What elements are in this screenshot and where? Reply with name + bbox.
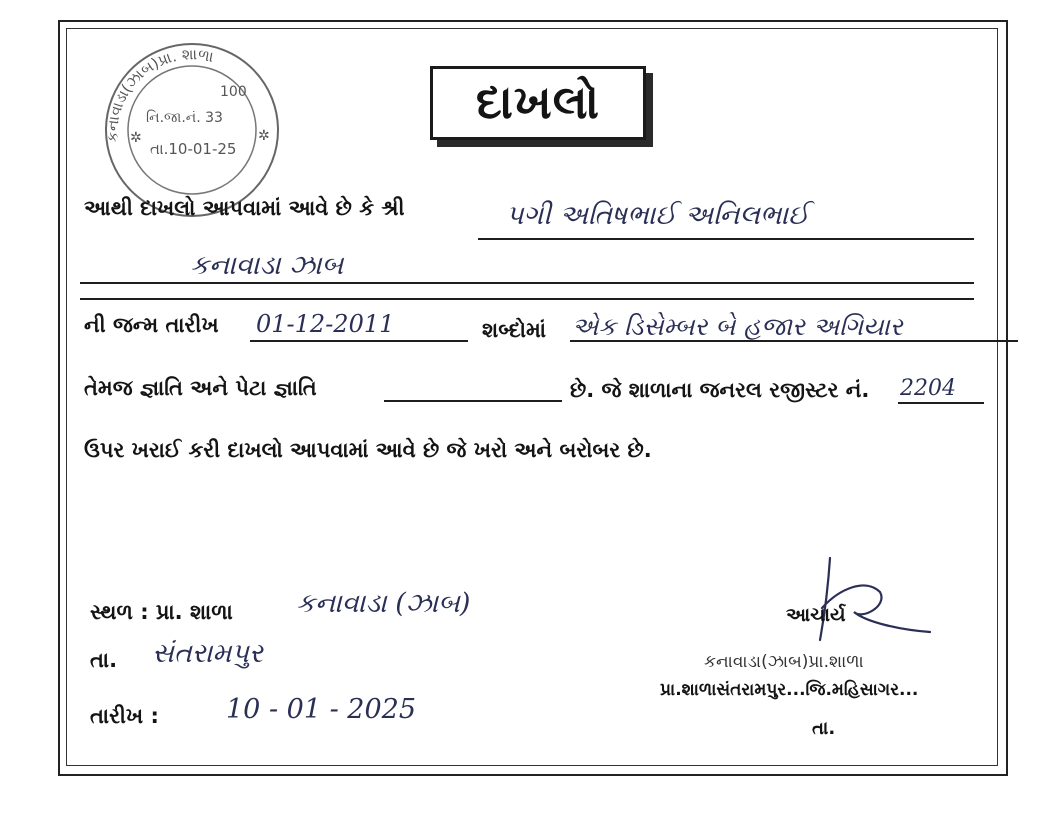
date-label: તારીખ :	[90, 704, 159, 728]
school-stamp	[80, 30, 290, 220]
caste-underline	[384, 400, 562, 402]
svg-text:✲: ✲	[258, 128, 270, 144]
svg-text:✲: ✲	[130, 130, 142, 146]
taluka-value: સંતરામપુર	[152, 638, 263, 669]
name-underline	[478, 238, 974, 240]
register-underline	[898, 402, 984, 404]
taluka-label: તા.	[90, 648, 118, 672]
signature-ta-label: તા.	[812, 718, 836, 739]
declaration-text: ઉપર ખરાઈ કરી દાખલો આપવામાં આવે છે જે ખરો અને બરોબર છે.	[84, 438, 652, 462]
stamp-date: તા.10-01-25	[150, 140, 237, 158]
principal-role: આચાર્ય	[786, 604, 846, 626]
place-value: કનાવાડા (ઝાબ)	[296, 588, 471, 619]
intro-text: આથી દાખલો આપવામાં આવે છે કે શ્રી	[84, 196, 405, 220]
dob-value: 01-12-2011	[256, 310, 395, 338]
caste-label: તેમજ જ્ઞાતિ અને પેટા જ્ઞાતિ	[84, 376, 317, 400]
dob-underline	[250, 340, 468, 342]
village-underline	[80, 282, 974, 284]
register-label: છે. જે શાળાના જનરલ રજીસ્ટર નં.	[570, 378, 870, 402]
certificate-title-box	[430, 66, 646, 140]
stamp-number: 100	[220, 84, 247, 100]
register-number: 2204	[900, 376, 956, 401]
dob-label: ની જન્મ તારીખ	[84, 313, 219, 337]
date-value: 10 - 01 - 2025	[226, 694, 417, 725]
words-label: શબ્દોમાં	[482, 318, 546, 342]
place-label: સ્થળ : પ્રા. શાળા	[90, 600, 233, 624]
school-name-stamp: કનાવાડા(ઝાબ)પ્રા.શાળા	[704, 652, 864, 672]
stamp-outer-text: કનાવાડા(ઝાબ)પ્રા. શાળા	[103, 45, 215, 143]
student-name: પગી અતિષભાઈ અનિલભાઈ	[506, 200, 809, 231]
blank-underline	[80, 298, 974, 300]
school-address-stamp: પ્રા.શાળાસંતરામપુર...જિ.મહિસાગર...	[660, 680, 919, 700]
stamp-ref: નિ.જા.નં. 33	[146, 110, 223, 126]
certificate-title: દાખલો	[475, 75, 601, 129]
village-name: કનાવાડા ઝાબ	[190, 250, 344, 281]
principal-signature	[770, 548, 940, 648]
dob-in-words: એક ડિસેમ્બર બે હજાર અગિયાર	[572, 312, 903, 341]
